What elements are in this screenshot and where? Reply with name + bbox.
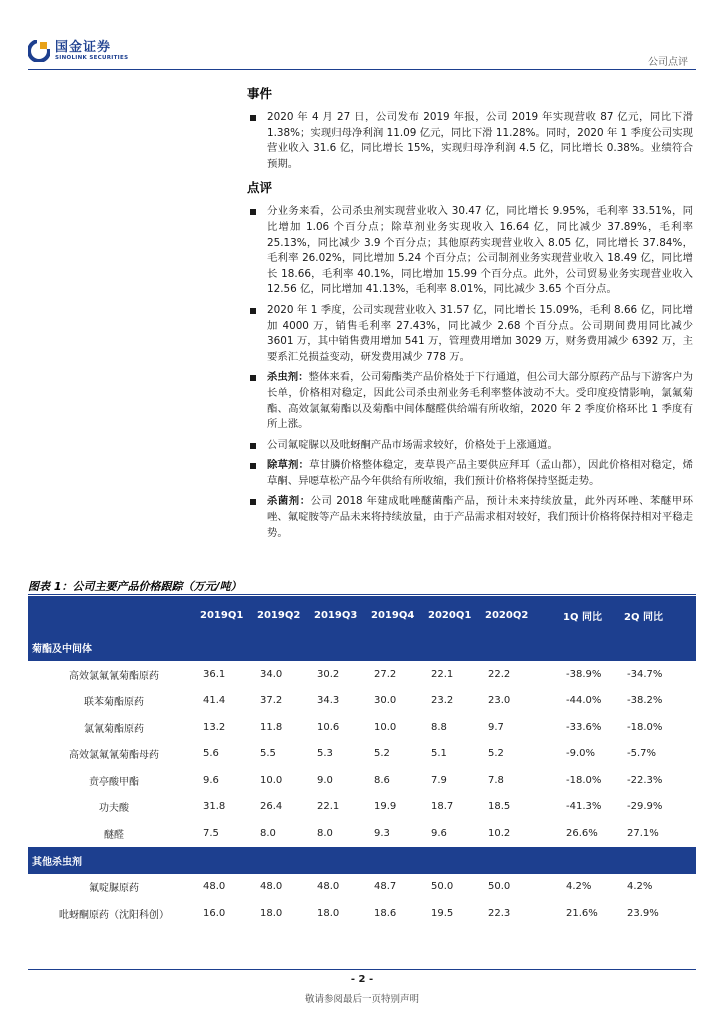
column-header: 2020Q1 xyxy=(428,596,485,634)
value-cell: 36.1 xyxy=(203,668,226,680)
value-cell: 7.9 xyxy=(431,774,447,786)
value-cell: 22.3 xyxy=(488,907,511,919)
value-cell: 30.0 xyxy=(374,695,397,707)
value-cell: 5.2 xyxy=(488,748,504,760)
product-name-cell: 氟啶脲原药 xyxy=(89,883,139,895)
value-cell: 11.8 xyxy=(260,721,283,733)
review-paragraph xyxy=(247,370,693,432)
value-cell: 18.6 xyxy=(374,907,397,919)
value-cell: -18.0% xyxy=(566,774,602,786)
value-cell: 50.0 xyxy=(488,881,511,893)
group-label: 菊酯及中间体 xyxy=(28,634,696,661)
value-cell: 19.5 xyxy=(431,907,454,919)
value-cell: 18.7 xyxy=(431,801,454,813)
group-label: 其他杀虫剂 xyxy=(28,847,696,874)
value-cell: 48.0 xyxy=(317,881,340,893)
value-cell: 9.0 xyxy=(317,774,333,786)
value-cell: 10.6 xyxy=(317,721,340,733)
header-divider xyxy=(28,69,696,70)
review-paragraph xyxy=(247,458,693,489)
product-name-cell: 高效氯氟氰菊酯原药 xyxy=(69,670,159,682)
value-cell: 48.0 xyxy=(203,881,226,893)
logo-english-name: SINOLINK SECURITIES xyxy=(55,54,129,61)
product-name-cell: 功夫酸 xyxy=(99,803,129,815)
event-text: 2020 年 4 月 27 日，公司发布 2019 年报，公司 2019 年实现营收 87 亿元，同比下滑 1.38%；实现归母净利润 11.09 亿元，同比下滑 11.28%。同时，2020 年 1 季度公司实现营业收入 31.6 亿，同比增长 15%，实现归母净利润 4.5 亿，同比增长 0.38%。业绩符合预期。 xyxy=(267,111,693,170)
product-name-cell: 氯氰菊酯原药 xyxy=(84,723,144,735)
value-cell: 23.2 xyxy=(431,695,454,707)
value-cell: -41.3% xyxy=(566,801,602,813)
value-cell: 8.0 xyxy=(260,827,276,839)
product-name-cell: 联苯菊酯原药 xyxy=(84,697,144,709)
value-cell: 5.3 xyxy=(317,748,333,760)
column-header: 2019Q1 xyxy=(200,596,257,634)
value-cell: 26.6% xyxy=(566,827,598,839)
value-cell: 18.0 xyxy=(317,907,340,919)
table-group-row xyxy=(28,847,696,874)
column-header: 2019Q3 xyxy=(314,596,371,634)
product-name-cell: 贲亭酸甲酯 xyxy=(89,776,139,788)
column-header: 1Q 同比 xyxy=(563,596,624,634)
review-text: 分业务来看，公司杀虫剂实现营业收入 30.47 亿，同比增长 9.95%，毛利率 33.51%，同比增加 1.06 个百分点；除草剂业务实现收入 16.64 亿，同比减少 37.89%，毛利率 25.13%，同比减少 3.9 个百分点；其他原药实现营业收入 8.05 亿，同比增长 37.84%，毛利率 26.02%，同比增加 5.24 个百分点；公司制剂业务实现营业收入 18.49 亿，同比增长 18.66，毛利率 40.1%，同比增加 15.99 个百分点。此外，公司贸易业务实现营业收入 12.56 亿，同比增加 41.13%，毛利率 8.01%，同比减少 3.65 个百分点。 xyxy=(267,205,693,296)
product-name-cell: 高效氯氟氰菊酯母药 xyxy=(69,750,159,762)
table-row xyxy=(28,874,696,901)
value-cell: -33.6% xyxy=(566,721,602,733)
value-cell: 22.1 xyxy=(317,801,340,813)
table-group-row xyxy=(28,634,696,661)
review-lead: 杀菌剂： xyxy=(267,495,311,508)
review-paragraph xyxy=(247,438,693,454)
value-cell: 41.4 xyxy=(203,695,226,707)
value-cell: 22.2 xyxy=(488,668,511,680)
price-tracking-table xyxy=(28,596,696,927)
table-row xyxy=(28,794,696,821)
table-row xyxy=(28,714,696,741)
value-cell: 5.2 xyxy=(374,748,390,760)
table-row xyxy=(28,741,696,768)
bullet-square-icon xyxy=(250,209,256,215)
value-cell: 48.0 xyxy=(260,881,283,893)
value-cell: 50.0 xyxy=(431,881,454,893)
value-cell: -18.0% xyxy=(627,721,663,733)
bullet-square-icon xyxy=(250,308,256,314)
review-section-title: 点评 xyxy=(247,180,273,196)
value-cell: 34.3 xyxy=(317,695,340,707)
bullet-square-icon xyxy=(250,499,256,505)
review-paragraph xyxy=(247,494,693,541)
value-cell: 26.4 xyxy=(260,801,283,813)
value-cell: 10.0 xyxy=(374,721,397,733)
table-row xyxy=(28,688,696,715)
review-text: 2020 年 1 季度，公司实现营业收入 31.57 亿，同比增长 15.09%，毛利 8.66 亿，同比增加 4000 万，销售毛利率 27.43%，同比减少 2.68 个百分点。公司期间费用同比减少 3601 万，其中销售费用增加 541 万，管理费用增加 3029 万，财务费用减少 6392 万，主要系汇兑损益变动，研发费用减少 778 万。 xyxy=(267,303,693,363)
table-title: 图表 1：公司主要产品价格跟踪（万元/吨） xyxy=(28,580,242,593)
value-cell: 37.2 xyxy=(260,695,283,707)
value-cell: 19.9 xyxy=(374,801,397,813)
review-text: 公司氟啶脲以及吡蚜酮产品市场需求较好，价格处于上涨通道。 xyxy=(267,438,558,451)
value-cell: -38.2% xyxy=(627,695,663,707)
value-cell: -34.7% xyxy=(627,668,663,680)
review-paragraph xyxy=(247,204,693,298)
value-cell: 10.0 xyxy=(260,774,283,786)
review-text: 整体来看，公司菊酯类产品价格处于下行通道，但公司大部分原药产品与下游客户为长单，价格相对稳定，因此公司杀虫剂业务毛利率整体波动不大。受印度疫情影响，氯氟菊酯、高效氯氟菊酯以及菊酯中间体醚醛供给端有所收缩，2020 年 2 季度价格环比 1 季度有所上涨。 xyxy=(267,371,694,431)
value-cell: -29.9% xyxy=(627,801,663,813)
table-row xyxy=(28,900,696,927)
event-paragraph xyxy=(247,110,693,172)
value-cell: 23.9% xyxy=(627,907,659,919)
table-row xyxy=(28,661,696,688)
review-paragraph xyxy=(247,303,693,365)
value-cell: 34.0 xyxy=(260,668,283,680)
logo-chinese-name: 国金证券 xyxy=(55,39,112,55)
bullet-square-icon xyxy=(250,375,256,381)
value-cell: 4.2% xyxy=(566,881,592,893)
value-cell: -22.3% xyxy=(627,774,663,786)
bullet-square-icon xyxy=(250,443,256,449)
page-header xyxy=(0,0,724,72)
footer-disclaimer: 敬请参阅最后一页特别声明 xyxy=(304,994,419,1005)
value-cell: 4.2% xyxy=(627,881,653,893)
table-header-row xyxy=(28,596,696,634)
review-text: 公司 2018 年建成吡唑醚菌酯产品，预计未来持续放量，此外丙环唑、苯醚甲环唑、氟啶胺等产品未来将持续放量，由于产品需求相对较好，我们预计价格将保持相对平稳走势。 xyxy=(267,495,694,539)
value-cell: -38.9% xyxy=(566,668,602,680)
review-lead: 除草剂： xyxy=(267,459,310,472)
value-cell: 8.6 xyxy=(374,774,390,786)
value-cell: 22.1 xyxy=(431,668,454,680)
value-cell: 9.7 xyxy=(488,721,504,733)
value-cell: 5.5 xyxy=(260,748,276,760)
table-row xyxy=(28,820,696,847)
value-cell: 30.2 xyxy=(317,668,340,680)
value-cell: -9.0% xyxy=(566,748,596,760)
value-cell: 7.5 xyxy=(203,827,219,839)
value-cell: 9.6 xyxy=(431,827,447,839)
value-cell: 5.1 xyxy=(431,748,447,760)
column-header: 2019Q2 xyxy=(257,596,314,634)
value-cell: 48.7 xyxy=(374,881,397,893)
logo-mark-icon xyxy=(28,40,50,62)
page-number: - 2 - xyxy=(350,974,374,985)
footer-divider xyxy=(28,969,696,970)
product-name-cell: 醚醛 xyxy=(104,829,124,841)
value-cell: -44.0% xyxy=(566,695,602,707)
value-cell: 16.0 xyxy=(203,907,226,919)
review-lead: 杀虫剂： xyxy=(267,371,309,384)
value-cell: 9.3 xyxy=(374,827,390,839)
value-cell: 8.8 xyxy=(431,721,447,733)
table-title-divider xyxy=(28,594,696,595)
value-cell: 23.0 xyxy=(488,695,511,707)
value-cell: 5.6 xyxy=(203,748,219,760)
report-body xyxy=(247,84,693,546)
value-cell: 18.0 xyxy=(260,907,283,919)
document-type: 公司点评 xyxy=(648,57,688,68)
column-header: 2020Q2 xyxy=(485,596,563,634)
review-text: 草甘膦价格整体稳定，麦草畏产品主要供应拜耳（孟山都），因此价格相对稳定，烯草酮、异噁草松产品今年供给有所收缩，我们预计价格将保持坚挺走势。 xyxy=(267,459,694,487)
value-cell: 31.8 xyxy=(203,801,226,813)
value-cell: 13.2 xyxy=(203,721,226,733)
company-logo xyxy=(28,40,128,62)
value-cell: 18.5 xyxy=(488,801,511,813)
bullet-square-icon xyxy=(250,463,256,469)
column-header: 2019Q4 xyxy=(371,596,428,634)
event-section-title: 事件 xyxy=(247,86,273,101)
value-cell: 27.2 xyxy=(374,668,397,680)
table-row xyxy=(28,767,696,794)
product-name-cell: 吡蚜酮原药（沈阳科创） xyxy=(59,909,169,921)
column-header xyxy=(28,596,200,634)
value-cell: -5.7% xyxy=(627,748,657,760)
bullet-square-icon xyxy=(250,115,256,121)
value-cell: 10.2 xyxy=(488,827,511,839)
column-header: 2Q 同比 xyxy=(624,596,696,634)
value-cell: 9.6 xyxy=(203,774,219,786)
value-cell: 8.0 xyxy=(317,827,333,839)
value-cell: 27.1% xyxy=(627,827,659,839)
value-cell: 7.8 xyxy=(488,774,504,786)
value-cell: 21.6% xyxy=(566,907,598,919)
